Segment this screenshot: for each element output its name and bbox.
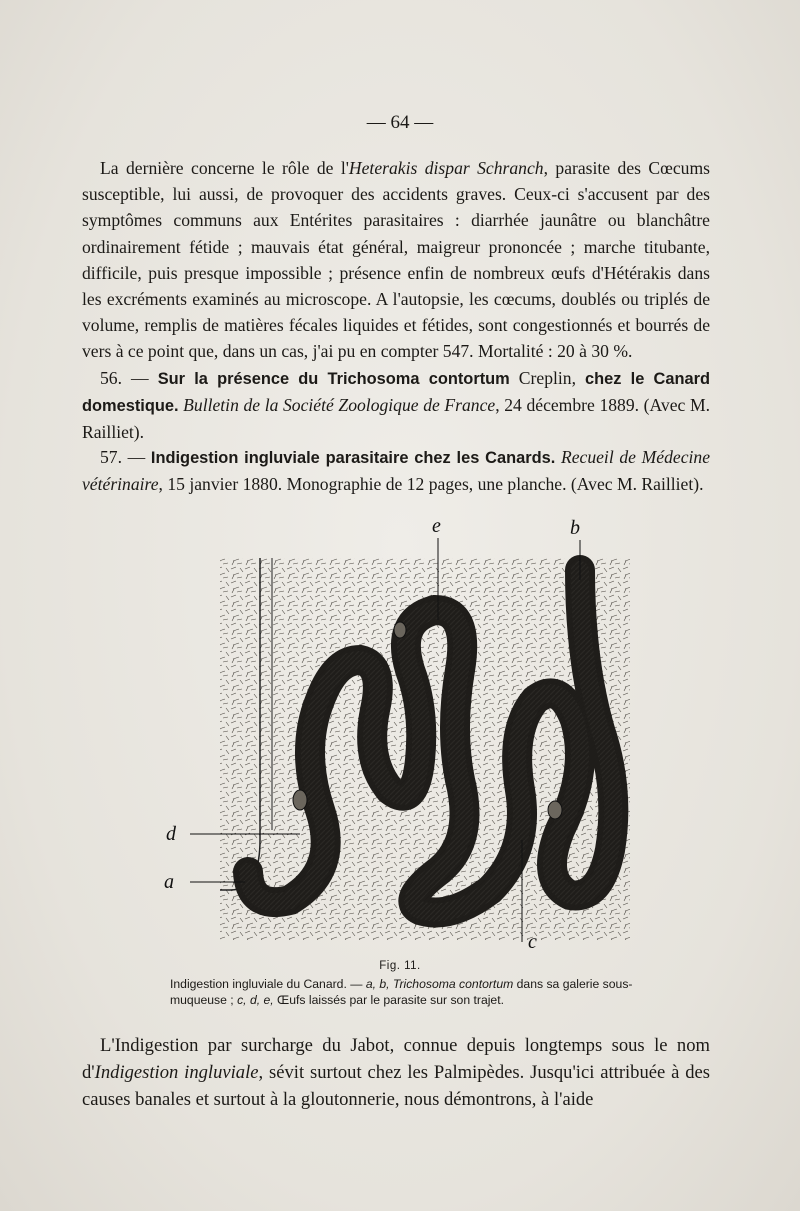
caption-text [160, 976, 640, 1008]
intro-paragraph [82, 155, 710, 365]
reference-56 [82, 365, 710, 446]
figure-caption [160, 958, 640, 1008]
label-c: c [528, 931, 537, 950]
reference-journal: Recueil de Médecine vétérinaire [82, 447, 711, 495]
caption-text-middle: dans sa galerie sous-muqueuse ; [170, 977, 633, 1007]
label-a: a [164, 871, 174, 893]
closing-paragraph [82, 1032, 710, 1113]
species-name: Heterakis dispar Schranch [348, 158, 544, 178]
closing-text-after: , sévit surtout chez les Palmipèdes. Jusqu'ici attribuée à des causes banales et surtout à la gloutonnerie, nous démontrons, à l'aide [82, 1062, 711, 1110]
reference-title-continued: chez le Canard domestique. [82, 370, 711, 416]
figure-illustration [160, 510, 645, 950]
label-b: b [570, 517, 580, 539]
closing-text-before: L'Indigestion par surcharge du Jabot, connue depuis longtemps sous le nom d' [82, 1035, 710, 1083]
caption-species: a, b, Trichosoma contortum [365, 977, 514, 991]
egg [394, 622, 406, 638]
caption-text-after: Œufs laissés par le parasite sur son trajet. [273, 993, 504, 1007]
egg [548, 801, 562, 819]
reference-details: , 15 janvier 1880. Monographie de 12 pages, une planche. (Avec M. Railliet). [158, 474, 704, 495]
label-d: d [166, 823, 176, 845]
reference-journal: Bulletin de la Société Zoologique de France [178, 395, 496, 416]
reference-57 [82, 444, 710, 497]
reference-details: , 24 décembre 1889. (Avec M. Railliet). [82, 395, 710, 443]
figure-label: Fig. 11. [379, 960, 421, 972]
reference-number: 56. — [100, 368, 158, 388]
caption-text-before: Indigestion ingluviale du Canard. — [170, 977, 366, 991]
intro-text-before: La dernière concerne le rôle de l' [100, 158, 349, 178]
caption-egg-labels: c, d, e, [237, 993, 274, 1007]
closing-term: Indigestion ingluviale [94, 1062, 259, 1083]
intro-text-after: , parasite des Cœcums susceptible, lui aussi, de provoquer des accidents graves. Ceux-ci s'accusent par des symptômes communs aux Entérites parasitaires : diarrhée jaunâtre ou blanchâtre ordinairement fétide ; mauvais état général, maigreur prononcée ; marche titubante, difficile, puis presque impossible ; présence enfin de nombreux œufs d'Hétérakis dans les excréments examinés au microscope. A l'autopsie, les cœcums, doublés ou triplés de volume, remplis de matières fécales liquides et fétides, sont congestionnés et bourrés de vers à ce point que, dans un cas, j'ai pu en compter 547. Mortalité : 20 à 30 %. [82, 158, 710, 362]
reference-author: Creplin, [509, 368, 586, 388]
label-e: e [432, 515, 441, 537]
egg [293, 790, 307, 810]
reference-title: Sur la présence du Trichosoma contortum [157, 370, 510, 388]
reference-title: Indigestion ingluviale parasitaire chez les Canards. [150, 449, 556, 467]
reference-number: 57. — [100, 447, 151, 467]
page-number: — 64 — [366, 112, 434, 133]
